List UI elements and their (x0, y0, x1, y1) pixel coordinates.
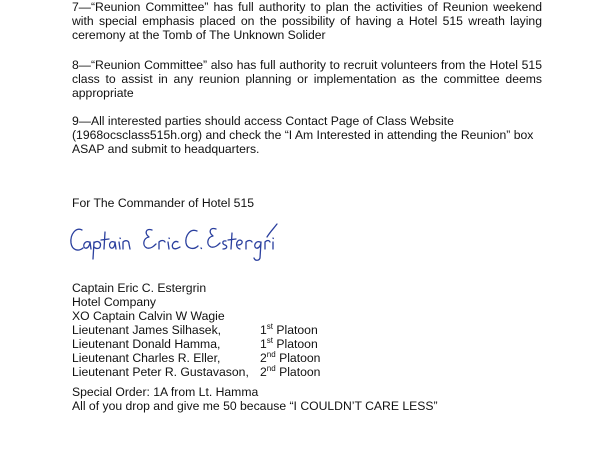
platoon-ordinal: st (266, 336, 274, 345)
officer-platoon (260, 365, 320, 379)
order-item-8-line: 8—“Reunion Committee” also has full authority to recruit volunteers from the Hotel 515 (72, 58, 542, 72)
closing-line (72, 196, 542, 210)
special-order-heading: Special Order: 1A from Lt. Hamma (72, 385, 259, 399)
officer-name: Lieutenant Donald Hamma, (72, 337, 221, 351)
platoon-number: 2nd (260, 364, 276, 379)
order-item-8-line: class to assist in any reunion planning or implementation as the committee deems (72, 72, 542, 86)
platoon-word: Platoon (273, 337, 318, 351)
special-order-text: All of you drop and give me 50 because “I COULDN’T CARE LESS” (72, 399, 438, 413)
officer-name: Lieutenant Peter R. Gustavason, (72, 365, 249, 379)
officer-row (72, 351, 492, 365)
platoon-ordinal: nd (266, 364, 276, 373)
special-order (72, 385, 552, 413)
platoon-ordinal: nd (266, 350, 276, 359)
officer-platoon (260, 351, 320, 365)
closing-text: For The Commander of Hotel 515 (72, 196, 254, 210)
platoon-word: Platoon (275, 351, 321, 365)
order-item-7-line: ceremony at the Tomb of The Unknown Solider (72, 28, 326, 42)
officer-row (72, 337, 492, 351)
officer-platoon (260, 323, 318, 337)
platoon-ordinal: st (266, 322, 274, 331)
platoon-number: 1st (260, 336, 274, 351)
officer-platoon (260, 337, 318, 351)
platoon-word: Platoon (275, 365, 321, 379)
order-item-9-line: (1968ocsclass515h.org) and check the “I Am Interested in attending the Reunion” box (72, 128, 534, 142)
order-item-7-line: with special emphasis placed on the possibility of having a Hotel 515 wreath laying (72, 14, 542, 28)
officer-row (72, 323, 492, 337)
order-item-9 (72, 114, 542, 156)
unit-name: Hotel Company (72, 295, 156, 309)
handwritten-signature (68, 218, 278, 262)
platoon-word: Platoon (273, 323, 318, 337)
order-item-9-line: ASAP and submit to headquarters. (72, 142, 260, 156)
signature-block (72, 281, 492, 379)
commander-name: Captain Eric C. Estergrin (72, 281, 207, 295)
order-item-9-line: 9—All interested parties should access Contact Page of Class Website (72, 114, 454, 128)
officer-row (72, 365, 492, 379)
order-item-7-line: 7—“Reunion Committee” has full authority to plan the activities of Reunion weekend (72, 0, 542, 14)
officer-name: Lieutenant Charles R. Eller, (72, 351, 221, 365)
order-item-7 (72, 0, 542, 42)
order-item-8-line: appropriate (72, 86, 134, 100)
platoon-number: 2nd (260, 350, 276, 365)
platoon-number: 1st (260, 322, 274, 337)
xo-name: XO Captain Calvin W Wagie (72, 309, 225, 323)
officer-name: Lieutenant James Silhasek, (72, 323, 222, 337)
order-item-8 (72, 58, 542, 100)
